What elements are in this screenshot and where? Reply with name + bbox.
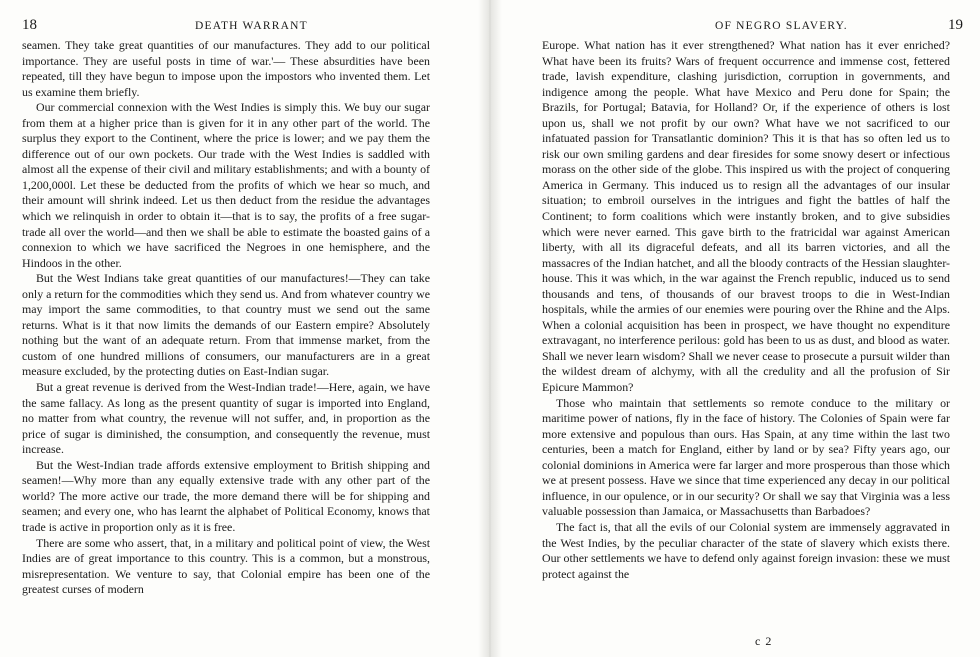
right-page — [490, 0, 980, 657]
running-head: DEATH WARRANT — [195, 20, 308, 32]
running-head: OF NEGRO SLAVERY. — [715, 20, 848, 32]
page-body — [542, 38, 950, 582]
page-number: 19 — [948, 17, 963, 33]
paragraph: There are some who assert, that, in a military and political point of view, the West Indies are of great importance to this country. This is a common, but a monstrous, misrepresentation. We venture to say, that Colonial empire has been one of the greatest curses of modern — [22, 535, 430, 597]
paragraph: The fact is, that all the evils of our Colonial system are immensely aggravated in the West Indies, by the peculiar character of the state of slavery which exists there. Our other settlements we have to defend only against foreign invasion: these we must protect against the — [542, 519, 950, 581]
page-number: 18 — [22, 17, 37, 33]
paragraph: Those who maintain that settlements so remote conduce to the military or maritime power of nations, fly in the face of history. The Colonies of Spain were far more extensive and populous than ours. Has Spain, at any time within the last two centuries, been a match for England, either by land or by sea? Fifty years ago, our colonial dominions in America were far larger and more prosperous than those which we at present possess. Have we since that time experienced any decay in our political influence, in our opulence, or in our security? Or shall we say that Virginia was a less valuable possession than Jamaica, or Massachusetts than Barbadoes? — [542, 395, 950, 519]
paragraph: Our commercial connexion with the West Indies is simply this. We buy our sugar from them at a higher price than is given for it in any other part of the world. The surplus they export to the Continent, where the price is lower; and we pay them the difference out of our own pockets. Our trade with the West Indies is saddled with almost all the expense of their civil and military establishments; and with a bounty of 1,200,000l. Let these be deducted from the profits of which we hear so much, and their amount will shrink indeed. Let us then deduct from the residue the advantages which we relinquish in order to obtain it—that is to say, the profits of a free sugar-trade all over the world—and then we shall be able to estimate the boasted gains of a connexion to which we have sacrificed the Negroes in one hemisphere, and the Hindoos in the other. — [22, 100, 430, 270]
paragraph: But the West Indians take great quantities of our manufactures!—They can take only a return for the commodities which they send us. And from whatever country we may import the same commodities, to that country must we send out the same returns. What is it that now limits the demands of our Eastern empire? Absolutely nothing but the want of an adequate return. From that immense market, from the custom of one hundred millions of consumers, our manufacturers are in a great measure excluded, by the protecting duties on East-Indian sugar. — [22, 271, 430, 379]
paragraph: Europe. What nation has it ever strengthened? What nation has it ever enriched? What have been its fruits? Wars of frequent occurrence and immense cost, fettered trade, lavish expenditure, clashing jurisdiction, corruption in governments, and indigence among the people. What have Mexico and Peru done for Spain; the Brazils, for Portugal; Batavia, for Holland? Or, if the experience of others is lost upon us, shall we not profit by our own? What have we not sacrificed to our infatuated passion for Transatlantic dominion? This it is that has so often led us to risk our own smiling gardens and dear firesides for some snowy desert or infectious morass on the other side of the globe. This inspired us with the project of conquering America in Germany. This induced us to resign all the advantages of our insular situation; to embroil ourselves in the intrigues and fight the battles of half the Continent; to form coalitions which were instantly broken, and to give subsidies which were never earned. This gave birth to the fratricidal war against American liberty, with all its digraceful defeats, and all its barren victories, and all the massacres of the Indian hatchet, and all the bloody contracts of the Hessian slaughter-house. This it was which, in the war against the French republic, induced us to send thousands and tens, of thousands of our bravest troops to die in West-Indian hospitals, while the armies of our enemies were pouring over the Rhine and the Alps. When a colonial acquisition has been in prospect, we have thought no expenditure extravagant, no interference perilous: gold has been to us as dust, and blood as water. Shall we never learn wisdom? Shall we never cease to prosecute a pursuit wilder than the wildest dream of alchymy, with all the credulity and all the profusion of Sir Epicure Mammon? — [542, 38, 950, 395]
signature-mark: c 2 — [755, 634, 773, 648]
paragraph: But a great revenue is derived from the West-Indian trade!—Here, again, we have the same fallacy. As long as the present quantity of sugar is imported into England, no matter from what country, the revenue will not suffer, and, in proportion as the price of sugar is diminished, the consumption, and consequently the revenue, must increase. — [22, 380, 430, 457]
paragraph: But the West-Indian trade affords extensive employment to British shipping and seamen!—Why more than any equally extensive trade with any other part of the world? The more active our trade, the more demand there will be for shipping and seamen; and every one, who has learnt the alphabet of Political Economy, knows that trade is active in proportion only as it is free. — [22, 457, 430, 534]
page-body — [22, 38, 430, 598]
paragraph: seamen. They take great quantities of our manufactures. They add to our political importance. They are useful posts in time of war.'— These absurdities have been repeated, till they have begun to impose upon the impostors who invented them. Let us examine them briefly. — [22, 38, 430, 99]
